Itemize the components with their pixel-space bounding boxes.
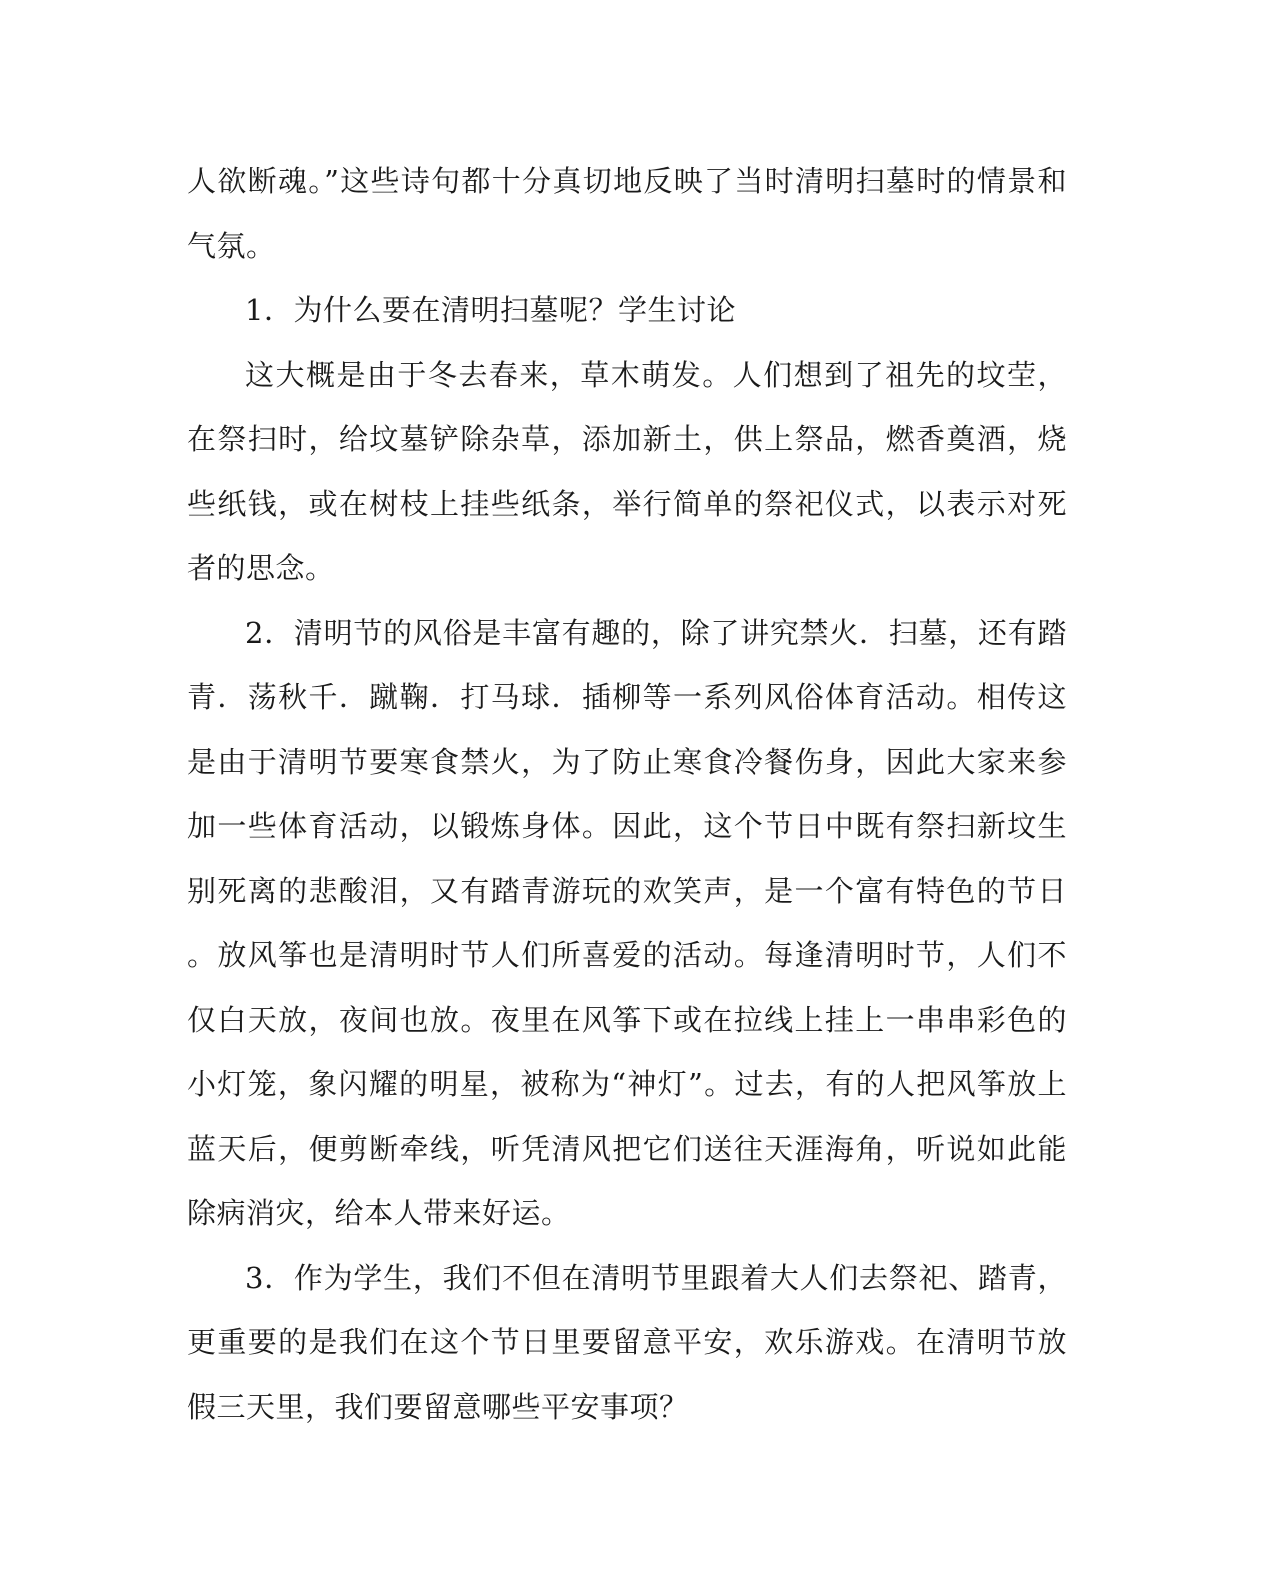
document-body xyxy=(187,149,1067,1439)
paragraph-question-1: 1．为什么要在清明扫墓呢？学生讨论 xyxy=(245,293,736,327)
paragraph-answer-1: 这大概是由于冬去春来，草木萌发。人们想到了祖先的坟茔，在祭扫时，给坟墓铲除杂草，添加新土，供上祭品，燃香奠酒，烧些纸钱，或在树枝上挂些纸条，举行简单的祭祀仪式，以表示对死者的思念。 xyxy=(187,357,1067,585)
paragraph-customs-2: 2．清明节的风俗是丰富有趣的，除了讲究禁火．扫墓，还有踏青．荡秋千．蹴鞠．打马球．插柳等一系列风俗体育活动。相传这是由于清明节要寒食禁火，为了防止寒食冷餐伤身，因此大家来参加一些体育活动，以锻炼身体。因此，这个节日中既有祭扫新坟生别死离的悲酸泪，又有踏青游玩的欢笑声，是一个富有特色的节日。放风筝也是清明时节人们所喜爱的活动。每逢清明时节，人们不仅白天放，夜间也放。夜里在风筝下或在拉线上挂上一串串彩色的小灯笼，象闪耀的明星，被称为“神灯”。过去，有的人把风筝放上蓝天后，便剪断牵线，听凭清风把它们送往天涯海角，听说如此能除病消灾，给本人带来好运。 xyxy=(187,615,1067,1230)
paragraph-poem-conclusion: 人欲断魂。”这些诗句都十分真切地反映了当时清明扫墓时的情景和气氛。 xyxy=(187,164,1067,263)
paragraph-safety-3: 3．作为学生，我们不但在清明节里跟着大人们去祭祀、踏青，更重要的是我们在这个节日里要留意平安，欢乐游戏。在清明节放假三天里，我们要留意哪些平安事项？ xyxy=(187,1260,1067,1424)
